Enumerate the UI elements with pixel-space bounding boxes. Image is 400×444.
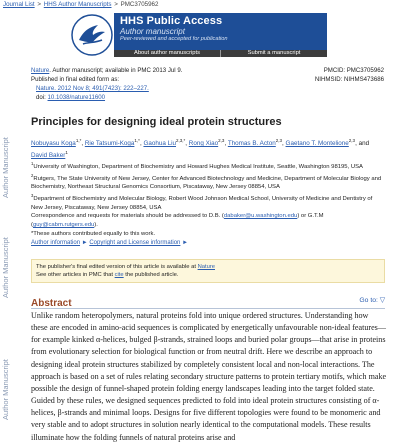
author-affiliation-sup: 1 bbox=[65, 150, 68, 156]
affiliation-number: 2 bbox=[31, 172, 34, 178]
author-affiliation-sup: 2,3 bbox=[218, 138, 225, 143]
pmcid: PMCID: PMC3705962 bbox=[323, 67, 384, 74]
breadcrumb bbox=[3, 1, 158, 8]
author-affiliation-sup: 2,3 bbox=[275, 138, 283, 143]
affiliation-number: 3 bbox=[31, 193, 34, 199]
affiliation-item bbox=[31, 160, 383, 172]
author-link[interactable]: Gaetano T. Montelione bbox=[285, 140, 349, 148]
email-link-dabaker[interactable]: dabaker@u.washington.edu bbox=[223, 213, 298, 220]
doi-label: doi: bbox=[36, 94, 46, 102]
published-in-label: Published in final edited form as: bbox=[31, 76, 120, 84]
notice-text: the published article. bbox=[123, 272, 179, 279]
side-label-author-manuscript: Author Manuscript bbox=[1, 237, 10, 298]
hhs-title-box bbox=[114, 13, 327, 50]
abstract-body: Unlike random heteropolymers, natural proteins fold into unique ordered structures. Understanding how these are encoded in amino-acid sequences is complicated by energetically unfavourable non-ideal features—for example kinked α-helices, bulged β-strands, strained loops and buried polar groups—that arise in proteins from evolutionary selection for biological function or from neutral drift. Here we describe an approach to designing ideal protein structures stabilized by completely consistent local and non-local interactions. The approach is based on a set of rules relating secondary structure patterns to protein tertiary motifs, which make possible the design of funnel-shaped protein folding energy landscapes leading into the target folded state. Guided by these rules, we designed sequences predicted to fold into ideal protein structures consisting of α-helices, β-strands and minimal loops. Designs for five different topologies were found to be monomeric and very stable and to adopt structures in solution nearly identical to the computational models. These results illuminate how the folding funnels of natural proteins arise and bbox=[31, 311, 387, 442]
affiliation-item bbox=[31, 192, 383, 212]
correspondence bbox=[31, 212, 383, 229]
hhs-tagline: Peer-reviewed and accepted for publication bbox=[120, 36, 228, 42]
submit-manuscript-link[interactable]: Submit a manuscript bbox=[220, 50, 327, 57]
citation-block bbox=[31, 66, 361, 102]
goto-label[interactable]: Go to: bbox=[359, 297, 378, 304]
notice-text: See other articles in PMC that bbox=[36, 272, 115, 279]
copyright-license-link[interactable]: Copyright and License information bbox=[89, 240, 181, 246]
affiliation-item bbox=[31, 172, 383, 192]
correspondence-text: ). bbox=[94, 222, 98, 229]
breadcrumb-current: PMC3705962 bbox=[120, 1, 159, 8]
equal-contribution-note: *These authors contributed equally to this work. bbox=[31, 230, 156, 237]
affiliations bbox=[31, 160, 383, 239]
side-label-author-manuscript: Author Manuscript bbox=[1, 359, 10, 420]
abstract-header bbox=[31, 293, 385, 309]
hhs-title: HHS Public Access bbox=[120, 15, 223, 27]
breadcrumb-separator: > bbox=[37, 1, 42, 8]
breadcrumb-separator: > bbox=[114, 1, 118, 8]
hhs-links-bar bbox=[114, 50, 327, 57]
affiliation-text: Rutgers, The State University of New Jersey, Center for Advanced Biotechnology and Medicine, Department of Molecular Biology and Biochemistry, Northeast Structural Genomics Consortium, Piscataway, New Jersey 08854, USA bbox=[31, 175, 382, 191]
goto-arrow-icon[interactable]: ▽ bbox=[379, 297, 385, 304]
author-affiliation-sup: 1,* bbox=[134, 138, 140, 143]
notice-text: The publisher's final edited version of this article is available at bbox=[36, 264, 198, 270]
author-affiliation-sup: 2,3 bbox=[348, 138, 356, 143]
available-text: . Author manuscript; available in PMC 2013 Jul 9. bbox=[49, 67, 183, 74]
author-link[interactable]: Rong Xiao bbox=[188, 140, 219, 148]
hhs-subtitle: Author manuscript bbox=[120, 27, 185, 36]
author-affiliation-sup: 2,3,* bbox=[176, 138, 186, 143]
affiliation-number: 1 bbox=[31, 161, 34, 166]
article-title: Principles for designing ideal protein structures bbox=[31, 116, 282, 128]
hhs-public-access-banner bbox=[70, 13, 327, 57]
correspondence-text: ( bbox=[31, 222, 33, 229]
side-label-author-manuscript: Author Manuscript bbox=[1, 137, 10, 198]
publisher-nature-link[interactable]: Nature bbox=[197, 264, 215, 270]
author-information-link[interactable]: Author information bbox=[31, 240, 81, 246]
goto-menu[interactable] bbox=[359, 296, 385, 304]
author-link[interactable]: Nobuyasu Koga bbox=[31, 140, 76, 148]
article-ids bbox=[315, 66, 384, 84]
affiliation-text: Department of Biochemistry and Molecular Biology, Robert Wood Johnson Medical School, University of Medicine and Dentistry of New Jersey, Piscataway, New Jersey 08854, USA bbox=[31, 196, 373, 211]
expand-arrow-icon[interactable]: ► bbox=[81, 240, 88, 246]
author-affiliation-sup: 1,* bbox=[75, 138, 82, 143]
hhs-eagle-logo-icon bbox=[70, 13, 114, 57]
journal-link[interactable]: Nature bbox=[31, 67, 50, 74]
nihmsid: NIHMSID: NIHMS473686 bbox=[314, 76, 384, 84]
affiliation-text: University of Washington, Department of Biochemistry and Howard Hughes Medical Institute, Seattle, Washington 98195, USA bbox=[33, 163, 363, 170]
published-reference-link[interactable]: Nature. 2012 Nov 8; 491(7423): 222–227. bbox=[36, 85, 149, 93]
about-author-manuscripts-link[interactable]: About author manuscripts bbox=[133, 50, 201, 56]
author-link[interactable]: David Baker bbox=[31, 152, 66, 160]
author-link[interactable]: Rie Tatsumi-Koga bbox=[84, 140, 135, 148]
author-link[interactable]: Gaohua Liu bbox=[143, 140, 176, 148]
email-link-guy[interactable]: guy@cabm.rutgers.edu bbox=[32, 222, 95, 229]
expand-arrow-icon[interactable]: ► bbox=[182, 240, 189, 246]
doi-link[interactable]: 10.1038/nature11600 bbox=[47, 94, 106, 102]
publisher-notice-box bbox=[31, 259, 385, 283]
cite-link[interactable]: cite bbox=[114, 272, 124, 279]
author-link[interactable]: Thomas B. Acton bbox=[227, 140, 276, 148]
abstract-heading: Abstract bbox=[31, 298, 72, 309]
author-list: Nobuyasu Koga$^{1,*}$, Rie Tatsumi-Koga$^{1,*}$, Gaohua Liu$^{2,3,*}$, Rong Xiao$^{2,3}$, Thomas B. Acton$^{2,3}$, Gaetano T. Montelione$^{2,3}$, and David Baker$^1$ bbox=[31, 138, 370, 160]
correspondence-text: Correspondence and requests for materials should be addressed to D.B. ( bbox=[31, 213, 224, 220]
correspondence-text: ) or G.T.M bbox=[297, 213, 324, 220]
breadcrumb-journal-list[interactable]: Journal List bbox=[3, 1, 35, 8]
author-info-links bbox=[31, 240, 188, 246]
authors-and: and bbox=[358, 140, 370, 148]
breadcrumb-hhs-author-manuscripts[interactable]: HHS Author Manuscripts bbox=[43, 1, 112, 8]
